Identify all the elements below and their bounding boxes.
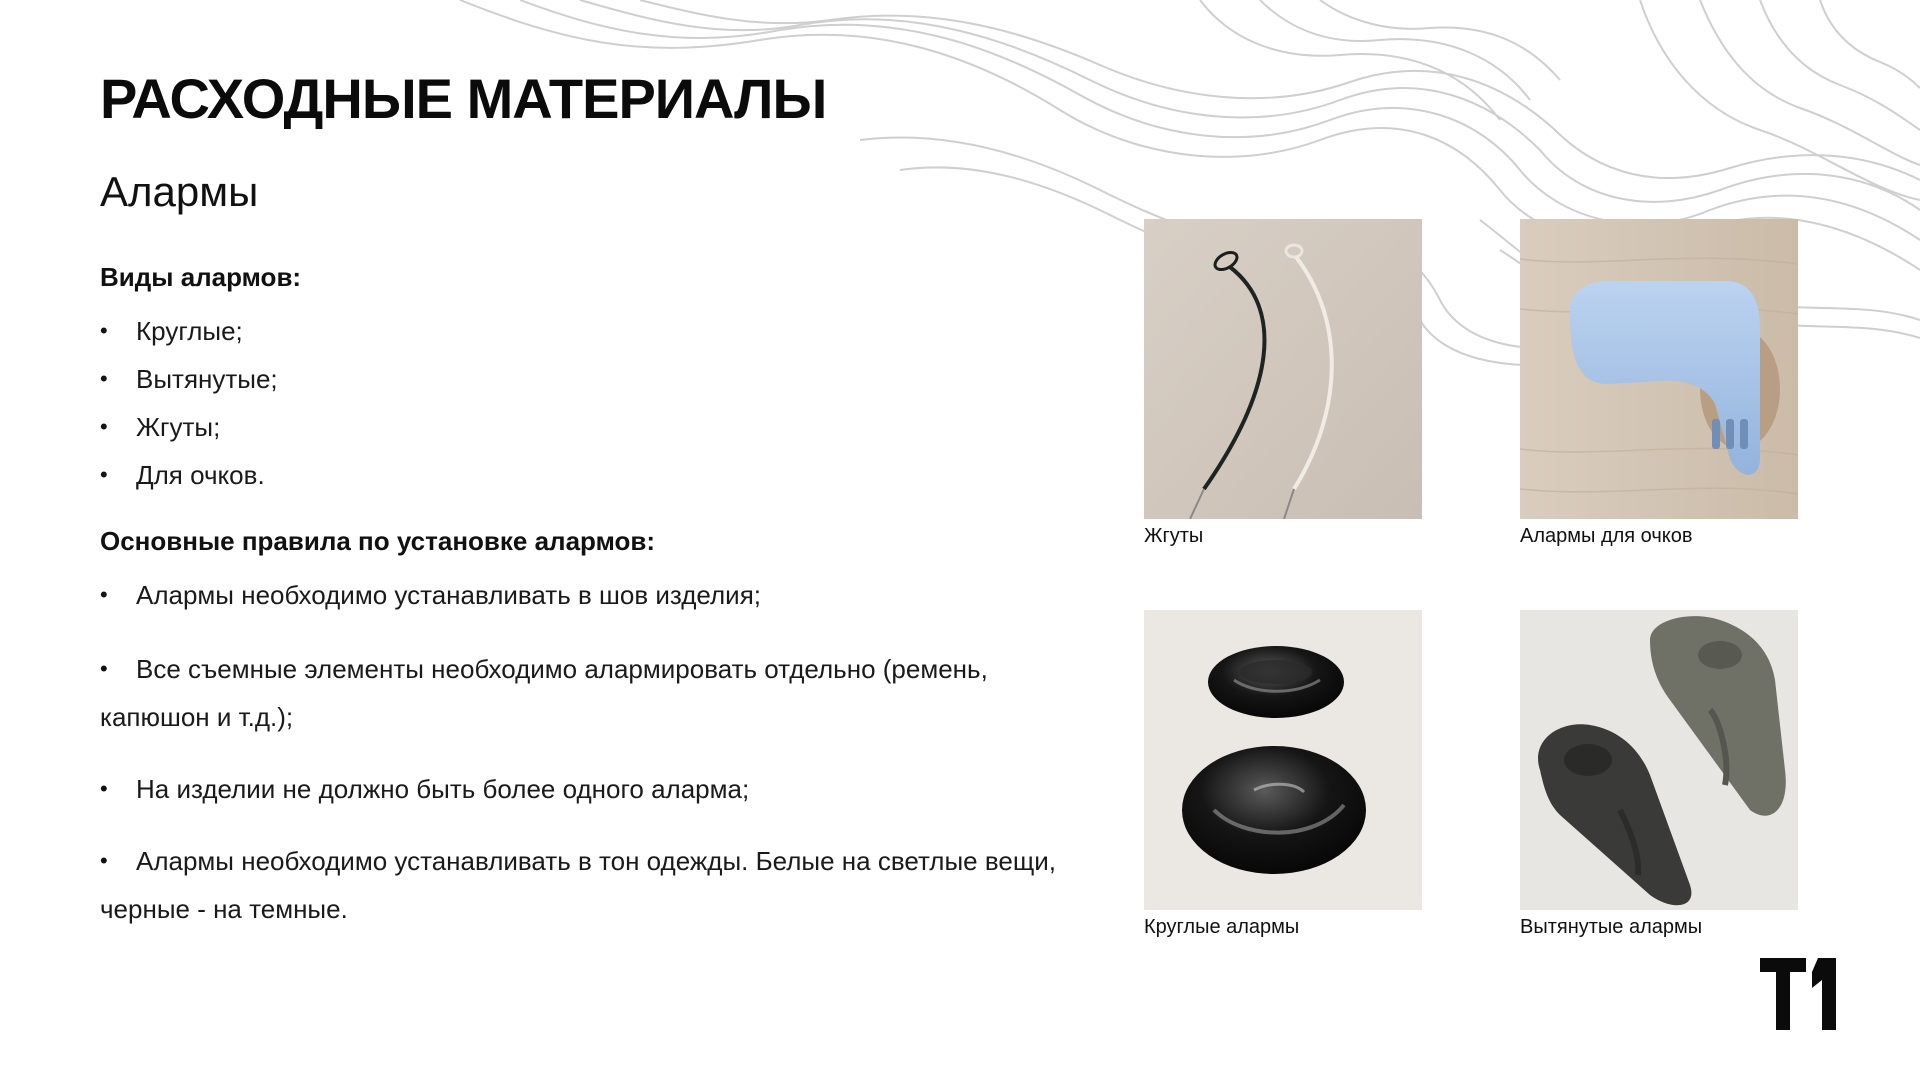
installation-rules-section (100, 526, 1100, 957)
alarm-types-section (100, 262, 1100, 499)
photo-card-cables (1144, 219, 1422, 548)
glasses-tag-photo (1520, 219, 1798, 519)
list-item: • Все съемные элементы необходимо алармировать отдельно (ремень, капюшон и т.д.); (100, 645, 1100, 741)
list-item: • Алармы необходимо устанавливать в шов изделия; (100, 571, 1100, 619)
elongated-tag-photo (1520, 610, 1798, 910)
photo-caption: Алармы для очков (1520, 525, 1693, 547)
photo-caption: Круглые алармы (1144, 916, 1300, 938)
photo-card-glasses-tag (1520, 219, 1798, 548)
list-item: • Вытянутые; (100, 355, 1100, 403)
slide-subtitle: Алармы (100, 168, 259, 215)
cable-lanyard-photo (1144, 219, 1422, 519)
list-item: • Для очков. (100, 451, 1100, 499)
list-item: • На изделии не должно быть более одного аларма; (100, 765, 1100, 813)
photo-caption: Вытянутые алармы (1520, 916, 1703, 938)
photo-caption: Жгуты (1144, 525, 1204, 547)
photo-card-elongated-tags (1520, 610, 1798, 939)
list-item: • Алармы необходимо устанавливать в тон одежды. Белые на светлые вещи, черные - на темные. (100, 837, 1100, 933)
installation-rules-list (100, 571, 1100, 933)
photo-card-round-tags (1144, 610, 1422, 939)
list-item: • Жгуты; (100, 403, 1100, 451)
alarm-types-heading: Виды алармов: (100, 262, 302, 292)
installation-rules-heading: Основные правила по установке алармов: (100, 526, 655, 556)
alarm-types-list (100, 307, 1100, 499)
t1-logo (1760, 958, 1852, 1030)
round-tag-photo (1144, 610, 1422, 910)
list-item: • Круглые; (100, 307, 1100, 355)
slide-title: РАСХОДНЫЕ МАТЕРИАЛЫ (100, 67, 827, 130)
